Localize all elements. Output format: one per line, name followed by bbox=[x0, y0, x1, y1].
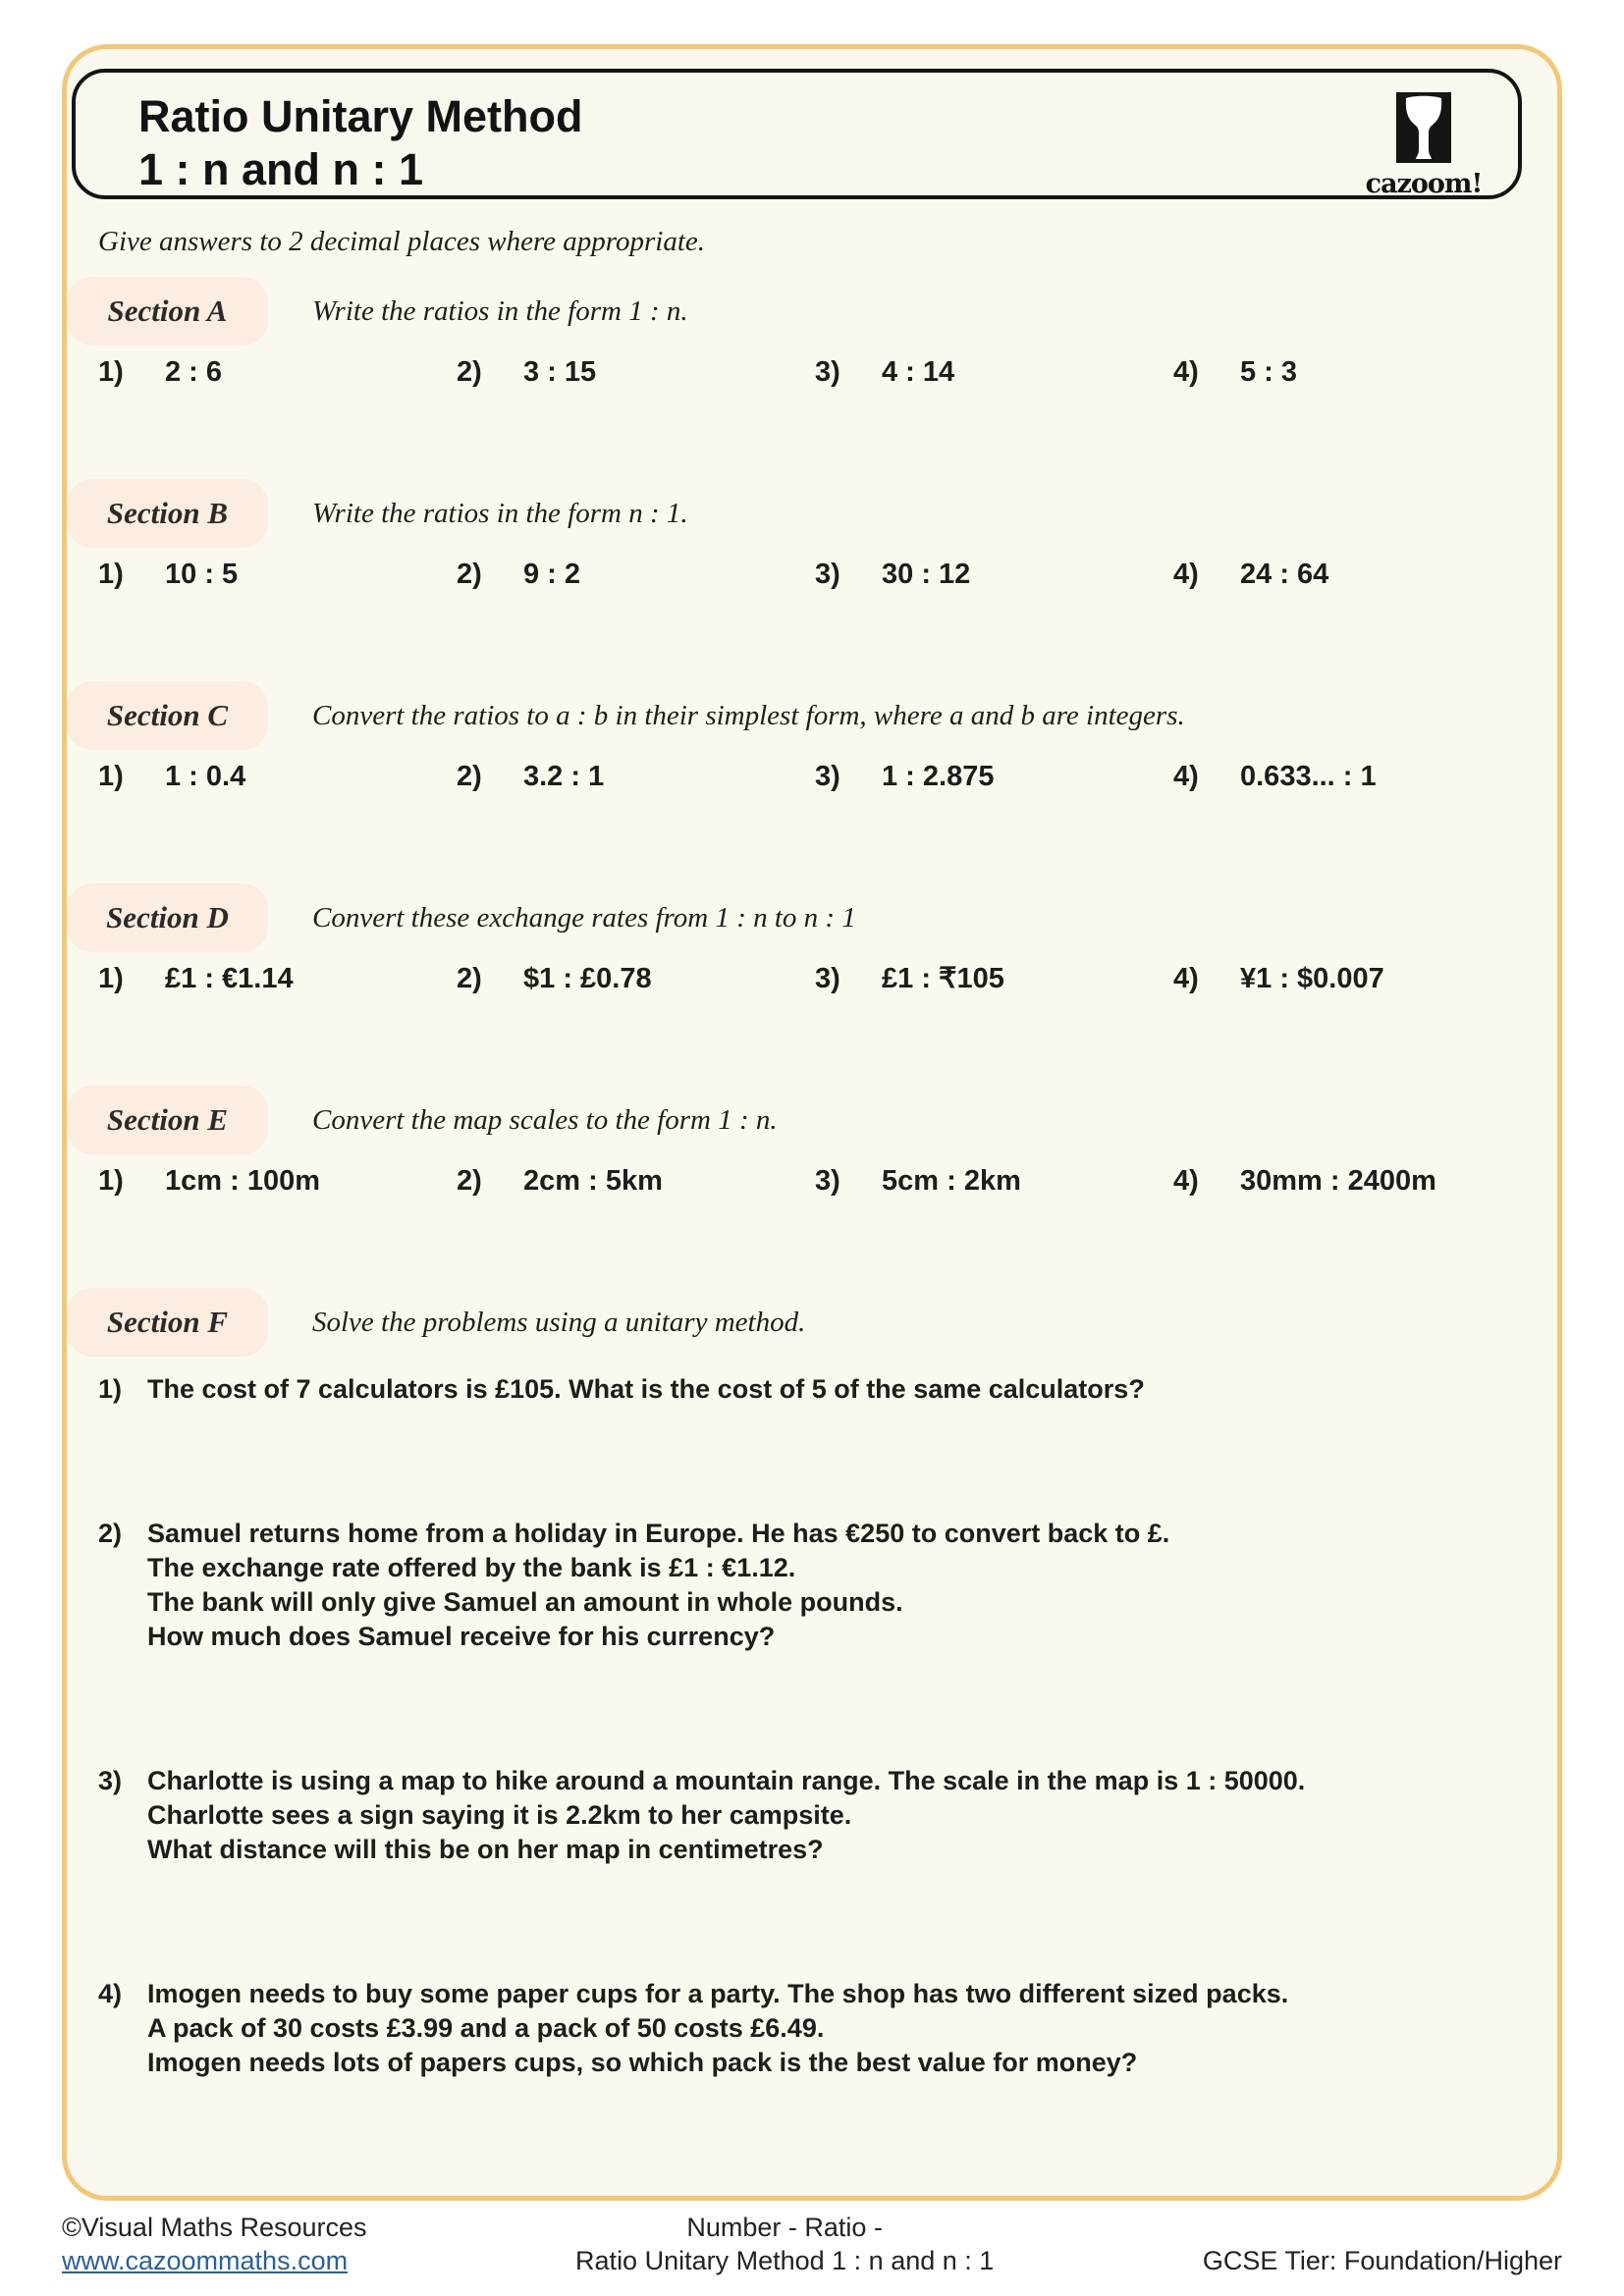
item-number: 1) bbox=[98, 356, 124, 388]
problem-number: 3) bbox=[98, 1766, 123, 1795]
section-e-items bbox=[98, 1162, 1518, 1200]
item-value: 30 : 12 bbox=[882, 559, 971, 590]
section-b-item-2 bbox=[457, 556, 815, 593]
item-value: 10 : 5 bbox=[165, 559, 239, 590]
section-c-label-text: Section C bbox=[106, 698, 229, 732]
section-a bbox=[98, 277, 1518, 391]
section-a-item-2 bbox=[457, 353, 815, 391]
item-value: £1 : ₹105 bbox=[882, 963, 1004, 994]
section-c-label bbox=[67, 681, 268, 750]
section-a-label-text: Section A bbox=[107, 294, 228, 328]
copyright-text: ©Visual Maths Resources bbox=[62, 2213, 367, 2242]
problem-2 bbox=[98, 1517, 1518, 1654]
section-c-item-4 bbox=[1173, 758, 1518, 795]
cazoom-drum-icon bbox=[1396, 92, 1451, 163]
problem-text bbox=[147, 1764, 1305, 1867]
problem-line: A pack of 30 costs £3.99 and a pack of 50 costs £6.49. bbox=[147, 2013, 825, 2043]
cazoom-logo-text: cazoom! bbox=[1365, 169, 1483, 199]
section-f bbox=[98, 1288, 1518, 2080]
section-c-item-2 bbox=[457, 758, 815, 795]
title-box bbox=[72, 69, 1522, 199]
problem-line: Charlotte sees a sign saying it is 2.2km to her campsite. bbox=[147, 1800, 852, 1830]
answer-note: Give answers to 2 decimal places where appropriate. bbox=[98, 226, 706, 257]
section-c-item-3 bbox=[815, 758, 1173, 795]
item-number: 2) bbox=[457, 559, 482, 590]
section-c-instruction: Convert the ratios to a : b in their simplest form, where a and b are integers. bbox=[312, 699, 1185, 731]
problem-line: Imogen needs to buy some paper cups for a party. The shop has two different sized packs. bbox=[147, 1979, 1289, 2008]
section-e-item-3 bbox=[815, 1162, 1173, 1200]
problem-line: How much does Samuel receive for his currency? bbox=[147, 1622, 776, 1651]
item-value: 0.633... : 1 bbox=[1240, 761, 1377, 792]
section-c bbox=[98, 681, 1518, 795]
section-b-label bbox=[67, 479, 268, 548]
problem-number: 4) bbox=[98, 1979, 123, 2008]
footer-tier: GCSE Tier: Foundation/Higher bbox=[1202, 2246, 1562, 2275]
item-number: 1) bbox=[98, 963, 124, 994]
item-value: 30mm : 2400m bbox=[1240, 1165, 1436, 1197]
item-number: 3) bbox=[815, 559, 840, 590]
section-f-label bbox=[67, 1288, 268, 1357]
problem-line: Charlotte is using a map to hike around a mountain range. The scale in the map is 1 : 50000. bbox=[147, 1766, 1306, 1795]
section-e-instruction: Convert the map scales to the form 1 : n. bbox=[312, 1103, 778, 1136]
section-b-header bbox=[98, 479, 1518, 548]
item-number: 3) bbox=[815, 761, 840, 792]
item-number: 3) bbox=[815, 963, 840, 994]
item-number: 2) bbox=[457, 963, 482, 994]
section-a-item-1 bbox=[98, 353, 457, 391]
footer-topic: Number - Ratio - bbox=[686, 2213, 883, 2242]
problem-line: The cost of 7 calculators is £105. What is the cost of 5 of the same calculators? bbox=[147, 1374, 1145, 1404]
section-b bbox=[98, 479, 1518, 593]
problem-line: The exchange rate offered by the bank is £1 : €1.12. bbox=[147, 1553, 796, 1582]
worksheet-page bbox=[62, 44, 1562, 2201]
item-number: 4) bbox=[1173, 559, 1199, 590]
footer-center bbox=[575, 2211, 994, 2277]
item-number: 1) bbox=[98, 559, 124, 590]
section-d-item-1 bbox=[98, 960, 457, 997]
item-value: 1 : 2.875 bbox=[882, 761, 995, 792]
section-a-label bbox=[67, 277, 268, 346]
section-d-item-4 bbox=[1173, 960, 1518, 997]
section-d-instruction: Convert these exchange rates from 1 : n to n : 1 bbox=[312, 901, 856, 934]
item-number: 4) bbox=[1173, 761, 1199, 792]
item-number: 4) bbox=[1173, 963, 1199, 994]
section-b-instruction: Write the ratios in the form n : 1. bbox=[312, 497, 688, 529]
problem-1 bbox=[98, 1372, 1518, 1407]
section-f-label-text: Section F bbox=[106, 1305, 229, 1339]
item-value: $1 : £0.78 bbox=[523, 963, 652, 994]
item-number: 4) bbox=[1173, 1165, 1199, 1197]
item-value: 2cm : 5km bbox=[523, 1165, 663, 1197]
worksheet-title-line2: 1 : n and n : 1 bbox=[138, 144, 424, 194]
section-d-item-3 bbox=[815, 960, 1173, 997]
section-d-label-text: Section D bbox=[106, 900, 229, 934]
section-a-instruction: Write the ratios in the form 1 : n. bbox=[312, 294, 688, 327]
problem-4 bbox=[98, 1977, 1518, 2080]
section-e-header bbox=[98, 1086, 1518, 1154]
item-number: 2) bbox=[457, 1165, 482, 1197]
item-number: 1) bbox=[98, 761, 124, 792]
problem-line: The bank will only give Samuel an amount in whole pounds. bbox=[147, 1587, 903, 1617]
problem-text bbox=[147, 1977, 1288, 2080]
problem-number: 1) bbox=[98, 1374, 123, 1404]
cazoom-logo bbox=[1365, 92, 1483, 199]
section-e-label-text: Section E bbox=[106, 1102, 229, 1137]
section-b-items bbox=[98, 556, 1518, 593]
footer bbox=[62, 2211, 1562, 2277]
item-value: 3.2 : 1 bbox=[523, 761, 605, 792]
section-d-header bbox=[98, 883, 1518, 952]
item-number: 3) bbox=[815, 356, 840, 388]
section-a-items bbox=[98, 353, 1518, 391]
item-value: 1cm : 100m bbox=[165, 1165, 320, 1197]
footer-left bbox=[62, 2211, 367, 2277]
section-f-problems bbox=[98, 1372, 1518, 2080]
item-value: 5cm : 2km bbox=[882, 1165, 1021, 1197]
item-value: £1 : €1.14 bbox=[165, 963, 294, 994]
section-d-label bbox=[67, 883, 268, 952]
item-value: 24 : 64 bbox=[1240, 559, 1329, 590]
website-link[interactable]: www.cazoommaths.com bbox=[62, 2246, 349, 2275]
section-c-header bbox=[98, 681, 1518, 750]
section-d-items bbox=[98, 960, 1518, 997]
problem-text bbox=[147, 1372, 1145, 1407]
problem-line: Imogen needs lots of papers cups, so which pack is the best value for money? bbox=[147, 2048, 1138, 2077]
section-a-item-4 bbox=[1173, 353, 1518, 391]
section-f-header bbox=[98, 1288, 1518, 1357]
item-number: 3) bbox=[815, 1165, 840, 1197]
section-b-label-text: Section B bbox=[106, 496, 229, 530]
section-e-item-2 bbox=[457, 1162, 815, 1200]
section-c-items bbox=[98, 758, 1518, 795]
section-d bbox=[98, 883, 1518, 997]
section-b-item-1 bbox=[98, 556, 457, 593]
section-f-instruction: Solve the problems using a unitary method. bbox=[312, 1306, 806, 1338]
section-e bbox=[98, 1086, 1518, 1200]
section-d-item-2 bbox=[457, 960, 815, 997]
item-number: 2) bbox=[457, 761, 482, 792]
item-value: 9 : 2 bbox=[523, 559, 581, 590]
footer-title: Ratio Unitary Method 1 : n and n : 1 bbox=[575, 2246, 995, 2275]
item-number: 2) bbox=[457, 356, 482, 388]
section-e-item-4 bbox=[1173, 1162, 1518, 1200]
item-value: 2 : 6 bbox=[165, 356, 223, 388]
section-a-header bbox=[98, 277, 1518, 346]
section-a-item-3 bbox=[815, 353, 1173, 391]
section-c-item-1 bbox=[98, 758, 457, 795]
item-value: 5 : 3 bbox=[1240, 356, 1298, 388]
problem-text bbox=[147, 1517, 1169, 1654]
item-value: ¥1 : $0.007 bbox=[1240, 963, 1384, 994]
problem-3 bbox=[98, 1764, 1518, 1867]
problem-number: 2) bbox=[98, 1519, 123, 1548]
worksheet-title-line1: Ratio Unitary Method bbox=[138, 91, 583, 141]
worksheet-title bbox=[76, 73, 1518, 196]
problem-line: What distance will this be on her map in centimetres? bbox=[147, 1835, 824, 1864]
item-number: 1) bbox=[98, 1165, 124, 1197]
worksheet-content bbox=[67, 226, 1557, 2080]
item-number: 4) bbox=[1173, 356, 1199, 388]
section-e-item-1 bbox=[98, 1162, 457, 1200]
item-value: 1 : 0.4 bbox=[165, 761, 246, 792]
section-e-label bbox=[67, 1086, 268, 1154]
section-b-item-4 bbox=[1173, 556, 1518, 593]
problem-line: Samuel returns home from a holiday in Europe. He has €250 to convert back to £. bbox=[147, 1519, 1170, 1548]
item-value: 4 : 14 bbox=[882, 356, 955, 388]
item-value: 3 : 15 bbox=[523, 356, 597, 388]
section-b-item-3 bbox=[815, 556, 1173, 593]
